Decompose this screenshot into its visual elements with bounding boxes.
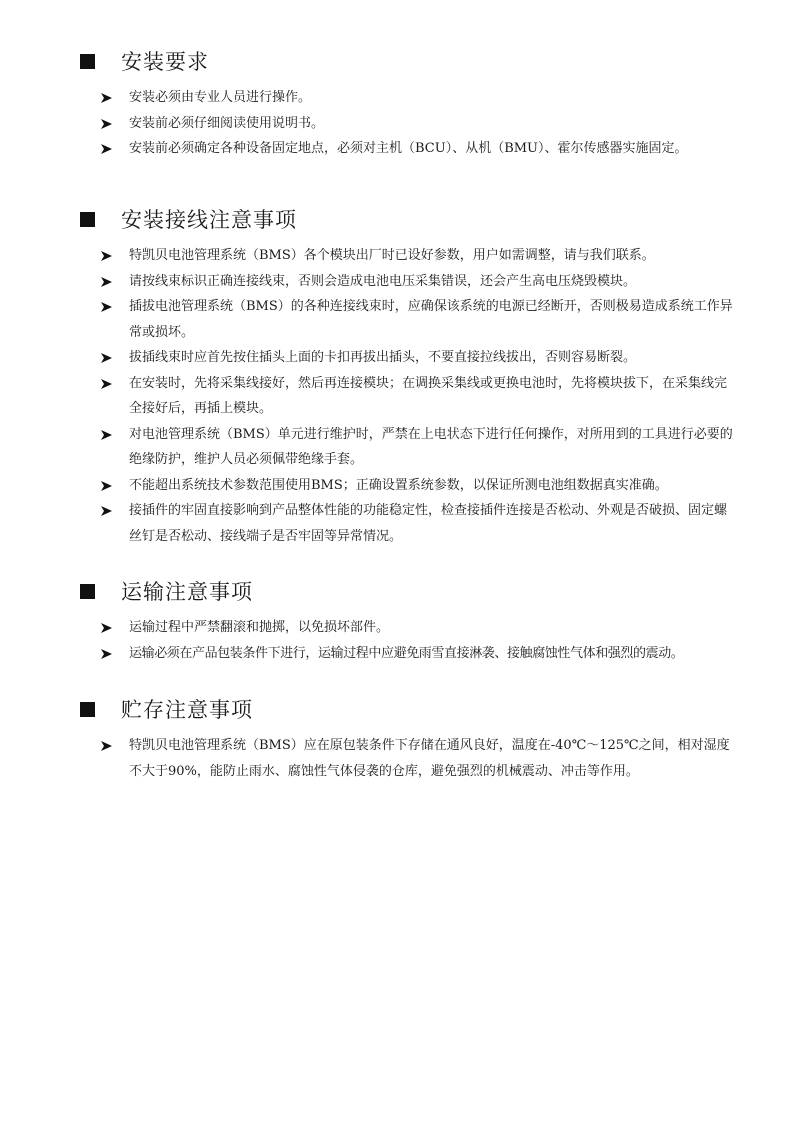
- list-item: [0, 85, 737, 111]
- section-wiring-precautions: [0, 205, 793, 549]
- list-item-text: 特凯贝电池管理系统（BMS）应在原包装条件下存储在通风良好，温度在-40℃～125℃之间，相对湿度不大于90%，能防止雨水、腐蚀性气体侵袭的仓库，避免强烈的机械震动、冲击等作用。: [129, 738, 730, 779]
- list-item: [0, 615, 737, 641]
- section-heading: [0, 205, 793, 235]
- list-item: [0, 498, 737, 549]
- arrow-bullet-icon: [101, 119, 112, 129]
- list-item-text: 插拔电池管理系统（BMS）的各种连接线束时，应确保该系统的电源已经断开，否则极易造成系统工作异常或损坏。: [129, 299, 733, 340]
- bullet-list: [0, 85, 793, 162]
- list-item-text: 在安装时，先将采集线接好，然后再连接模块；在调换采集线或更换电池时，先将模块拔下，在采集线完全接好后，再插上模块。: [129, 375, 728, 416]
- arrow-bullet-icon: [101, 649, 112, 659]
- list-item-text: 对电池管理系统（BMS）单元进行维护时，严禁在上电状态下进行任何操作，对所用到的工具进行必要的绝缘防护，维护人员必须佩带绝缘手套。: [129, 426, 733, 467]
- list-item-text: 安装必须由专业人员进行操作。: [129, 90, 312, 105]
- bullet-list: [0, 733, 793, 784]
- bullet-list: [0, 243, 793, 549]
- list-item-text: 接插件的牢固直接影响到产品整体性能的功能稳定性，检查接插件连接是否松动、外观是否破损、固定螺丝钉是否松动、接线端子是否牢固等异常情况。: [129, 503, 728, 544]
- list-item-text: 安装前必须确定各种设备固定地点，必须对主机（BCU）、从机（BMU）、霍尔传感器实施固定。: [129, 141, 688, 156]
- list-item: [0, 422, 737, 473]
- list-item-text: 运输过程中严禁翻滚和抛掷，以免损坏部件。: [129, 620, 390, 635]
- arrow-bullet-icon: [101, 379, 112, 389]
- section-transport-precautions: [0, 577, 793, 666]
- section-title: 安装要求: [121, 50, 209, 74]
- arrow-bullet-icon: [101, 430, 112, 440]
- list-item: [0, 371, 737, 422]
- section-heading: [0, 577, 793, 607]
- list-item-text: 安装前必须仔细阅读使用说明书。: [129, 115, 325, 131]
- section-title: 安装接线注意事项: [121, 208, 297, 232]
- black-square-icon: [80, 584, 95, 599]
- arrow-bullet-icon: [101, 93, 112, 103]
- section-installation-requirements: [0, 47, 793, 162]
- list-item-text: 拔插线束时应首先按住插头上面的卡扣再拔出插头，不要直接拉线拔出，否则容易断裂。: [129, 350, 637, 365]
- section-storage-precautions: [0, 695, 793, 784]
- section-heading: [0, 47, 793, 77]
- list-item-text: 特凯贝电池管理系统（BMS）各个模块出厂时已设好参数，用户如需调整，请与我们联系。: [129, 248, 655, 263]
- black-square-icon: [80, 702, 95, 717]
- section-title: 运输注意事项: [121, 580, 253, 604]
- list-item: [0, 345, 737, 371]
- arrow-bullet-icon: [101, 481, 112, 491]
- list-item: [0, 136, 737, 162]
- list-item: [0, 243, 737, 269]
- list-item: [0, 269, 737, 295]
- arrow-bullet-icon: [101, 144, 112, 154]
- arrow-bullet-icon: [101, 277, 112, 287]
- list-item-text: 运输必须在产品包装条件下进行，运输过程中应避免雨雪直接淋袭、接触腐蚀性气体和强烈的震动。: [129, 645, 684, 661]
- arrow-bullet-icon: [101, 623, 112, 633]
- list-item-text: 请按线束标识正确连接线束，否则会造成电池电压采集错误，还会产生高电压烧毁模块。: [129, 273, 637, 289]
- black-square-icon: [80, 54, 95, 69]
- list-item: [0, 733, 737, 784]
- list-item: [0, 294, 737, 345]
- arrow-bullet-icon: [101, 251, 112, 261]
- list-item: [0, 641, 737, 667]
- section-heading: [0, 695, 793, 725]
- list-item: [0, 473, 737, 499]
- arrow-bullet-icon: [101, 353, 112, 363]
- arrow-bullet-icon: [101, 506, 112, 516]
- list-item-text: 不能超出系统技术参数范围使用BMS；正确设置系统参数，以保证所测电池组数据真实准确。: [129, 477, 668, 493]
- bullet-list: [0, 615, 793, 666]
- arrow-bullet-icon: [101, 302, 112, 312]
- list-item: [0, 111, 737, 137]
- section-title: 贮存注意事项: [121, 698, 253, 722]
- black-square-icon: [80, 212, 95, 227]
- arrow-bullet-icon: [101, 741, 112, 751]
